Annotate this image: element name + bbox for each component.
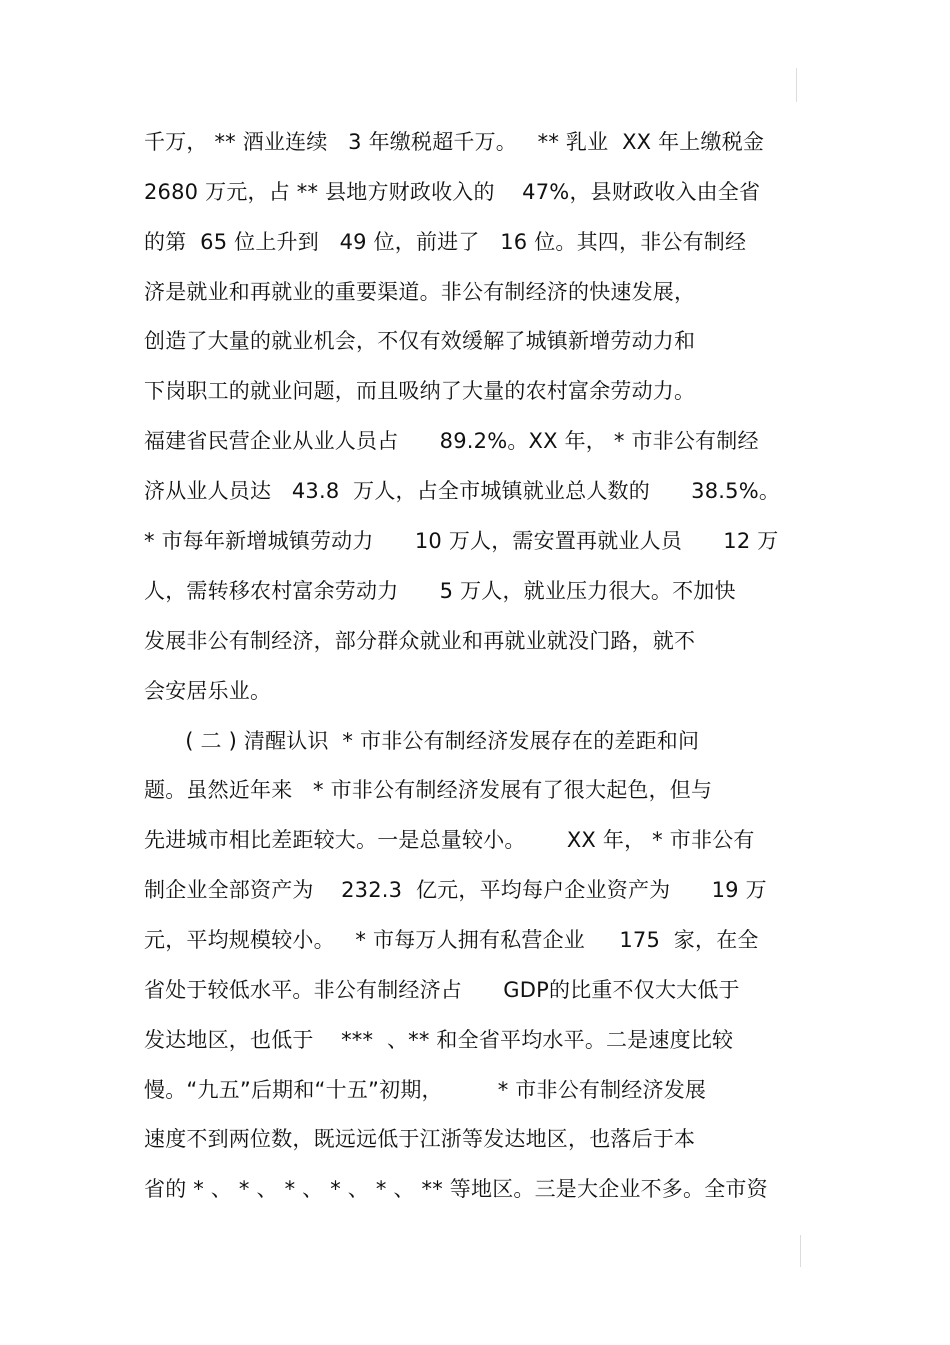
text-line: 省的 * 、 * 、 * 、 * 、 * 、 ** 等地区。三是大企业不多。全市资 [144, 1177, 768, 1201]
text-line: 元，平均规模较小。 * 市每万人拥有私营企业 175 家，在全 [144, 928, 759, 952]
text-line: 速度不到两位数，既远远低于江浙等发达地区，也落后于本 [144, 1127, 696, 1151]
text-line: 发达地区，也低于 *** 、** 和全省平均水平。二是速度比较 [144, 1028, 734, 1052]
text-line: 会安居乐业。 [144, 679, 272, 703]
text-line: 题。虽然近年来 * 市非公有制经济发展有了很大起色，但与 [144, 778, 713, 802]
section-heading-line: ( 二 ) 清醒认识 * 市非公有制经济发展存在的差距和问 [144, 729, 700, 753]
text-line: 福建省民营企业从业人员占 89.2%。XX 年， * 市非公有制经 [144, 429, 759, 453]
text-line: 济是就业和再就业的重要渠道。非公有制经济的快速发展， [144, 280, 696, 304]
text-line: 的第 65 位上升到 49 位，前进了 16 位。其四，非公有制经 [144, 230, 747, 254]
text-line: 省处于较低水平。非公有制经济占 GDP的比重不仅大大低于 [144, 978, 740, 1002]
text-line: 慢。“九五”后期和“十五”初期， * 市非公有制经济发展 [144, 1078, 707, 1102]
text-line: 先进城市相比差距较大。一是总量较小。 XX 年， * 市非公有 [144, 828, 755, 852]
text-line: 千万， ** 酒业连续 3 年缴税超千万。 ** 乳业 XX 年上缴税金 [144, 130, 765, 154]
text-line: 发展非公有制经济，部分群众就业和再就业就没门路，就不 [144, 629, 696, 653]
text-line: 创造了大量的就业机会，不仅有效缓解了城镇新增劳动力和 [144, 329, 696, 353]
text-line: 下岗职工的就业问题，而且吸纳了大量的农村富余劳动力。 [144, 379, 696, 403]
text-line: 制企业全部资产为 232.3 亿元，平均每户企业资产为 19 万 [144, 878, 767, 902]
text-line: 人，需转移农村富余劳动力 5 万人，就业压力很大。不加快 [144, 579, 736, 603]
text-line: 2680 万元，占 ** 县地方财政收入的 47%，县财政收入由全省 [144, 180, 761, 204]
margin-mark-top [796, 68, 797, 102]
text-line: * 市每年新增城镇劳动力 10 万人，需安置再就业人员 12 万 [144, 529, 779, 553]
margin-mark-bottom [800, 1235, 801, 1267]
text-line: 济从业人员达 43.8 万人，占全市城镇就业总人数的 38.5%。 [144, 479, 781, 503]
